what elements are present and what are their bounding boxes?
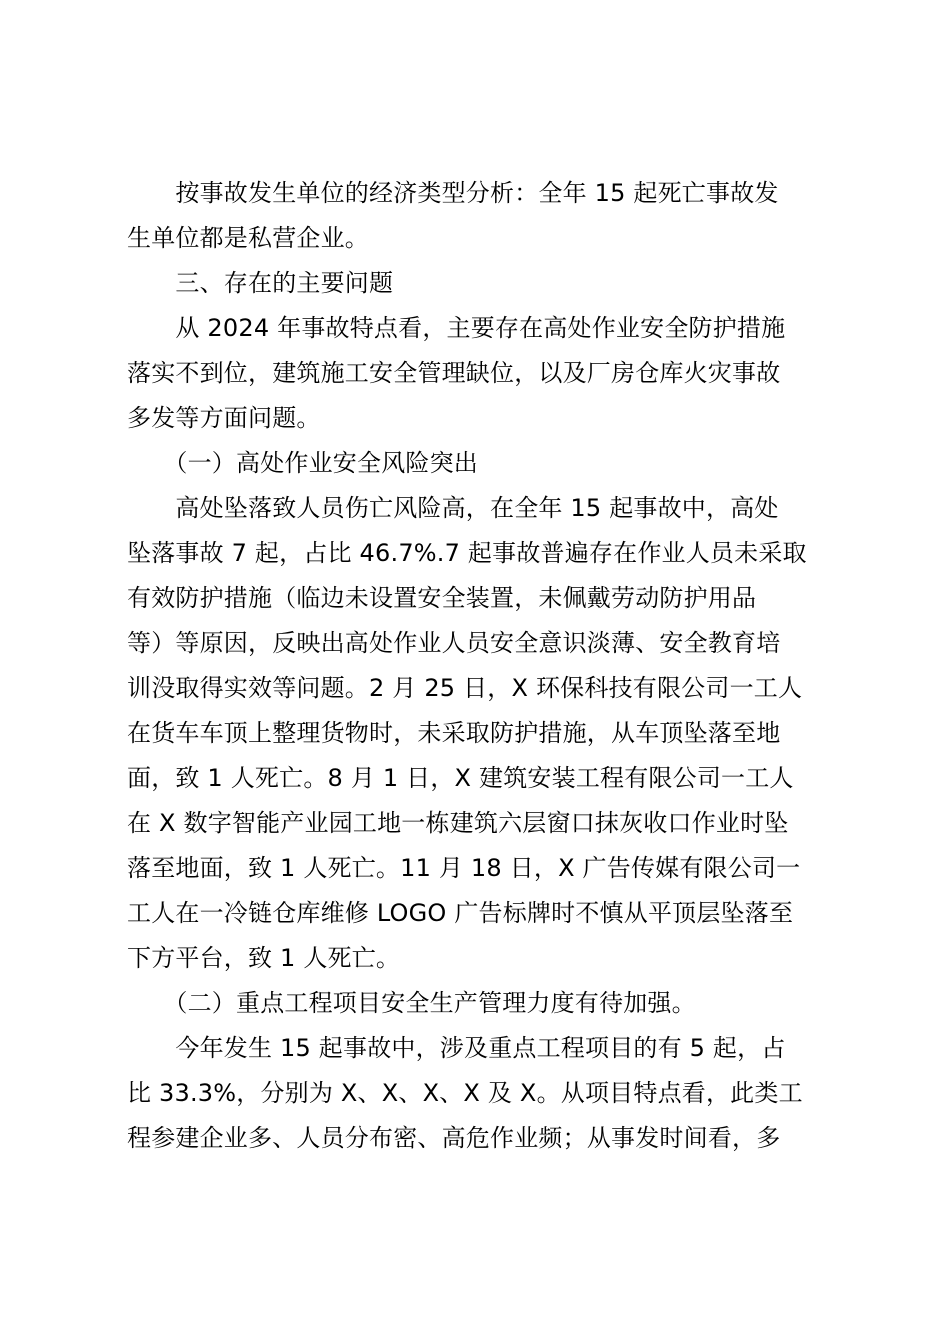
text-line: 下方平台，致 1 人死亡。 — [127, 944, 401, 972]
text-line: 训没取得实效等问题。2 月 25 日，X 环保科技有限公司一工人 — [127, 674, 803, 702]
text-line: 生单位都是私营企业。 — [127, 224, 369, 252]
text-line: 今年发生 15 起事故中，涉及重点工程项目的有 5 起，占 — [127, 1034, 786, 1062]
text-line: 在货车车顶上整理货物时，未采取防护措施，从车顶坠落至地 — [127, 719, 781, 747]
text-line: 坠落事故 7 起，占比 46.7%.7 起事故普遍存在作业人员未采取 — [127, 539, 807, 567]
text-line: 落实不到位，建筑施工安全管理缺位，以及厂房仓库火灾事故 — [127, 359, 781, 387]
subsection-heading: （二）重点工程项目安全生产管理力度有待加强。 — [127, 989, 696, 1017]
text-line: 工人在一冷链仓库维修 LOGO 广告标牌时不慎从平顶层坠落至 — [127, 899, 794, 927]
text-line: 程参建企业多、人员分布密、高危作业频；从事发时间看，多 — [127, 1124, 781, 1152]
text-line: 高处坠落致人员伤亡风险高，在全年 15 起事故中，高处 — [127, 494, 779, 522]
text-line: 面，致 1 人死亡。8 月 1 日，X 建筑安装工程有限公司一工人 — [127, 764, 794, 792]
text-line: 落至地面，致 1 人死亡。11 月 18 日，X 广告传媒有限公司一 — [127, 854, 801, 882]
text-line: 等）等原因，反映出高处作业人员安全意识淡薄、安全教育培 — [127, 629, 781, 657]
text-line: 从 2024 年事故特点看，主要存在高处作业安全防护措施 — [127, 314, 786, 342]
text-line: 在 X 数字智能产业园工地一栋建筑六层窗口抹灰收口作业时坠 — [127, 809, 789, 837]
subsection-heading: （一）高处作业安全风险突出 — [127, 449, 478, 477]
text-line: 按事故发生单位的经济类型分析：全年 15 起死亡事故发 — [127, 179, 779, 207]
text-line: 多发等方面问题。 — [127, 404, 321, 432]
text-line: 比 33.3%，分别为 X、X、X、X 及 X。从项目特点看，此类工 — [127, 1079, 803, 1107]
text-line: 有效防护措施（临边未设置安全装置，未佩戴劳动防护用品 — [127, 584, 757, 612]
section-heading: 三、存在的主要问题 — [127, 269, 394, 297]
